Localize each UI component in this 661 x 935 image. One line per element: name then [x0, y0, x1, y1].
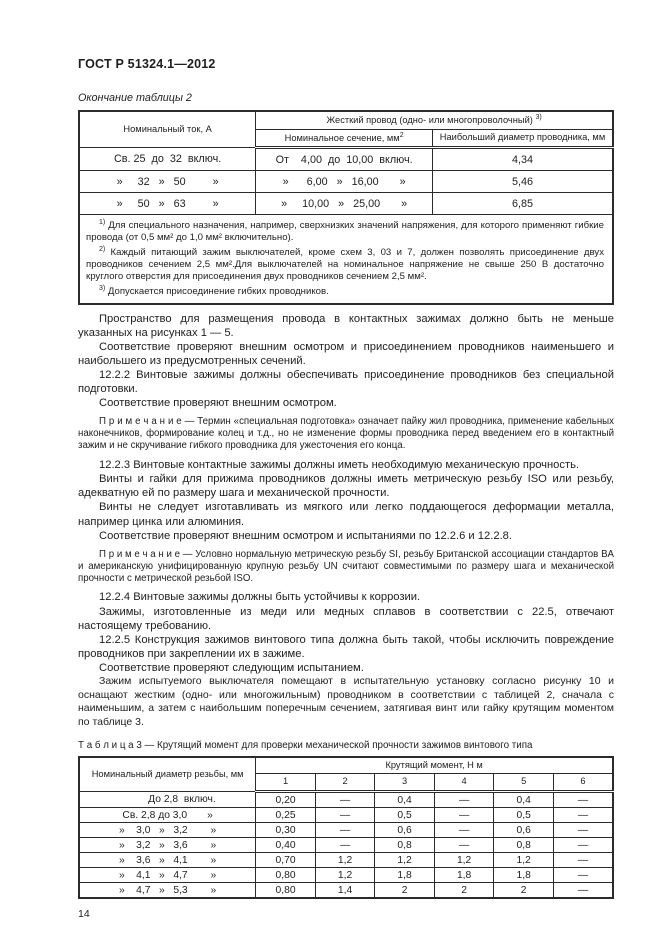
table3-cell: » 3,0 » 3,2 »	[79, 823, 256, 838]
table2-row	[79, 148, 613, 171]
footnote-marker: 3)	[99, 284, 106, 292]
table2-cell: » 50 » 63 »	[79, 193, 256, 215]
table2-footnotes	[79, 215, 613, 304]
footnote-marker: 2)	[99, 246, 106, 254]
table3-cell: —	[434, 838, 494, 853]
table2-subcol-section-text: Номинальное сечение, мм	[284, 132, 400, 143]
table3-cell: —	[315, 823, 375, 838]
footnote-item: $^{1)}$ Для специального назначения, например, сверхнизких значений напряжения, для которого применяют гибкие провода (от 0,5 мм² до 1,0 мм² включительно).	[86, 219, 604, 244]
table2-cell: 6,85	[433, 193, 614, 215]
table3-cell: 2	[494, 883, 554, 899]
paragraph: Соответствие проверяют внешним осмотром и испытаниями по 12.2.6 и 12.2.8.	[99, 529, 513, 542]
table3-col-number: 3	[375, 774, 435, 792]
table3-cell: —	[315, 838, 375, 853]
table3-cell: —	[434, 792, 494, 808]
table2-header-row-1	[79, 111, 613, 129]
table3-cell: 0,40	[256, 838, 316, 853]
paragraph: Зажимы, изготовленные из меди или медных сплавов в соответствии с 22.5, отвечают настоящему требованию.	[78, 605, 614, 632]
table3-group-header: Крутящий момент, Н м	[256, 757, 613, 774]
table3-cell: —	[553, 808, 613, 823]
paragraph: Винты не следует изготавливать из мягкого или легко поддающегося деформации металла, например цинка или алюминия.	[78, 501, 614, 528]
table2-row	[79, 171, 613, 193]
paragraph: Винты и гайки для прижима проводников должны иметь метрическую резьбу ISO или резьбу, адекватную ей по размеру шага и механической прочности.	[78, 473, 614, 500]
table2-continuation-caption: Окончание таблицы 2	[78, 92, 192, 104]
table3-col-number: 5	[494, 774, 554, 792]
table3-cell: Св. 2,8 до 3,0 »	[79, 808, 256, 823]
footnote-marker: 1)	[99, 219, 106, 227]
table3-cell: » 3,6 » 4,1 »	[79, 853, 256, 868]
table3-header-row-1	[79, 757, 613, 774]
paragraph: 12.2.3 Винтовые контактные зажимы должны иметь необходимую механическую прочность.	[99, 459, 580, 472]
footnote-ref-3: 3)	[535, 114, 542, 121]
table3-body	[79, 792, 613, 899]
footnote-item: $^{2)}$ Каждый питающий зажим выключателей, кроме схем 3, 03 и 7, должен позволять присоединение двух проводников сечением 2,5 мм².Для выключателей на номинальное напряжение не свыше 250 В достаточно круглого отверстия для присоединения двух проводников сечением 2,5 мм².	[86, 246, 604, 282]
paragraph: Соответствие проверяют внешним осмотром.	[99, 397, 337, 410]
table2-row	[79, 193, 613, 215]
table3-cell: 0,4	[494, 792, 554, 808]
table3-cell: —	[315, 792, 375, 808]
table2-cell: 5,46	[433, 171, 614, 193]
paragraph: 12.2.2 Винтовые зажимы должны обеспечивать присоединение проводников без специальной подготовки.	[78, 369, 614, 396]
paragraph: Пространство для размещения провода в контактных зажимах должно быть не меньше указанных на рисунках 1 — 5.	[78, 312, 614, 339]
note-paragraph: П р и м е ч а н и е — Условно нормальную метрическую резьбу SI, резьбу Британской ассоциации стандартов BA и американскую унифицированную крупную резьбу UN считают совместимыми по размеру шага и механической прочности с метрической резьбой ISO.	[78, 548, 614, 584]
table3-row	[79, 868, 613, 883]
table3-cell: 0,4	[375, 792, 435, 808]
table3-row	[79, 883, 613, 899]
table3-cell: 1,2	[315, 853, 375, 868]
table2-subcol-diameter-header: Наибольший диаметр проводника, мм	[433, 129, 614, 148]
table3-row	[79, 823, 613, 838]
table3-row	[79, 853, 613, 868]
table2-cell: » 10,00 » 25,00 »	[256, 193, 433, 215]
page-number: 14	[78, 908, 90, 920]
table3-cell: —	[434, 823, 494, 838]
table3	[78, 756, 614, 899]
footnote-item: $^{3)}$ Допускается присоединение гибких проводников.	[99, 284, 329, 297]
table3-col-number: 4	[434, 774, 494, 792]
paragraph: 12.2.5 Конструкция зажимов винтового типа должна быть такой, чтобы исключить повреждение проводников при закреплении их в зажиме.	[78, 633, 614, 660]
table3-cell: 0,80	[256, 868, 316, 883]
table3-cell: » 3,2 » 3,6 »	[79, 838, 256, 853]
table2-col1-header: Номинальный ток, А	[79, 111, 256, 148]
table3-cell: 0,6	[494, 823, 554, 838]
table3-cell: 1,8	[375, 868, 435, 883]
table3-cell: 0,70	[256, 853, 316, 868]
table3-cell: » 4,7 » 5,3 »	[79, 883, 256, 899]
standard-code: ГОСТ Р 51324.1—2012	[78, 57, 216, 71]
paragraph: 12.2.4 Винтовые зажимы должны быть устойчивы к коррозии.	[99, 591, 421, 604]
table3-cell: 0,5	[375, 808, 435, 823]
table3-cell: 0,25	[256, 808, 316, 823]
table2-cell: 4,34	[433, 148, 614, 171]
table3-cell: 1,2	[434, 853, 494, 868]
table3-cell: —	[553, 853, 613, 868]
table3-cell: 1,8	[494, 868, 554, 883]
table2-group-header	[256, 111, 613, 129]
table3-cell: —	[553, 792, 613, 808]
table3-cell: 0,8	[375, 838, 435, 853]
paragraph: Соответствие проверяют следующим испытанием.	[99, 661, 364, 674]
table2-cell: » 6,00 » 16,00 »	[256, 171, 433, 193]
table3-col-number: 2	[315, 774, 375, 792]
table3-row	[79, 838, 613, 853]
table2-subcol-section-header	[256, 129, 433, 148]
table3-cell: —	[315, 808, 375, 823]
table3-cell: 1,8	[434, 868, 494, 883]
table3-cell: —	[434, 808, 494, 823]
table3-row	[79, 792, 613, 808]
table3-cell: —	[553, 838, 613, 853]
table3-cell: 1,2	[494, 853, 554, 868]
table3-col-number: 1	[256, 774, 316, 792]
paragraph: Зажим испытуемого выключателя помещают в испытательную установку согласно рисунку 10 и оснащают жестким (одно- или многожильным) проводником в соответствии с таблицей 2, сначала с наименьшим, а затем с наибольшим поперечным сечением, затягивая винт или гайку крутящим моментом по таблице 3.	[78, 674, 614, 729]
paragraph: Соответствие проверяют внешним осмотром и присоединением проводников наименьшего и наибольшего из предусмотренных сечений.	[78, 340, 614, 368]
table2	[78, 110, 614, 305]
table3-cell: 0,30	[256, 823, 316, 838]
table3-cell: » 4,1 » 4,7 »	[79, 868, 256, 883]
table3-cell: —	[553, 823, 613, 838]
table2-body	[79, 148, 613, 215]
table2-subcol-section-sup: 2	[399, 131, 404, 139]
table3-cell: 0,20	[256, 792, 316, 808]
table3-cell: —	[553, 868, 613, 883]
table3-cell: 0,5	[494, 808, 554, 823]
table2-cell: От 4,00 до 10,00 включ.	[256, 148, 433, 171]
table3-cell: До 2,8 включ.	[79, 792, 256, 808]
table3-cell: —	[553, 883, 613, 899]
table3-col1-header: Номинальный диаметр резьбы, мм	[79, 757, 256, 792]
table3-cell: 1,2	[375, 853, 435, 868]
body-text	[78, 312, 614, 730]
table2-group-header-text: Жесткий провод (одно- или многопроволочный)	[326, 115, 533, 126]
table3-cell: 2	[375, 883, 435, 899]
table2-cell: » 32 » 50 »	[79, 171, 256, 193]
table3-cell: 0,80	[256, 883, 316, 899]
table3-cell: 0,6	[375, 823, 435, 838]
table3-row	[79, 808, 613, 823]
table3-cell: 0,8	[494, 838, 554, 853]
table2-cell: Св. 25 до 32 включ.	[79, 148, 256, 171]
note-paragraph: П р и м е ч а н и е — Термин «специальная подготовка» означает пайку жил проводника, применение кабельных наконечников, формирование колец и т.д., но не изменение формы проводника перед введением его в контактный зажим и не скручивание гибкого проводника для ужесточения его конца.	[78, 416, 614, 452]
table2-footnote-row	[79, 215, 613, 304]
table3-caption: Т а б л и ц а 3 — Крутящий момент для проверки механической прочности зажимов винтового типа	[78, 739, 533, 751]
table3-cell: 1,2	[315, 868, 375, 883]
table3-cell: 2	[434, 883, 494, 899]
table3-cell: 1,4	[315, 883, 375, 899]
table3-col-number: 6	[553, 774, 613, 792]
